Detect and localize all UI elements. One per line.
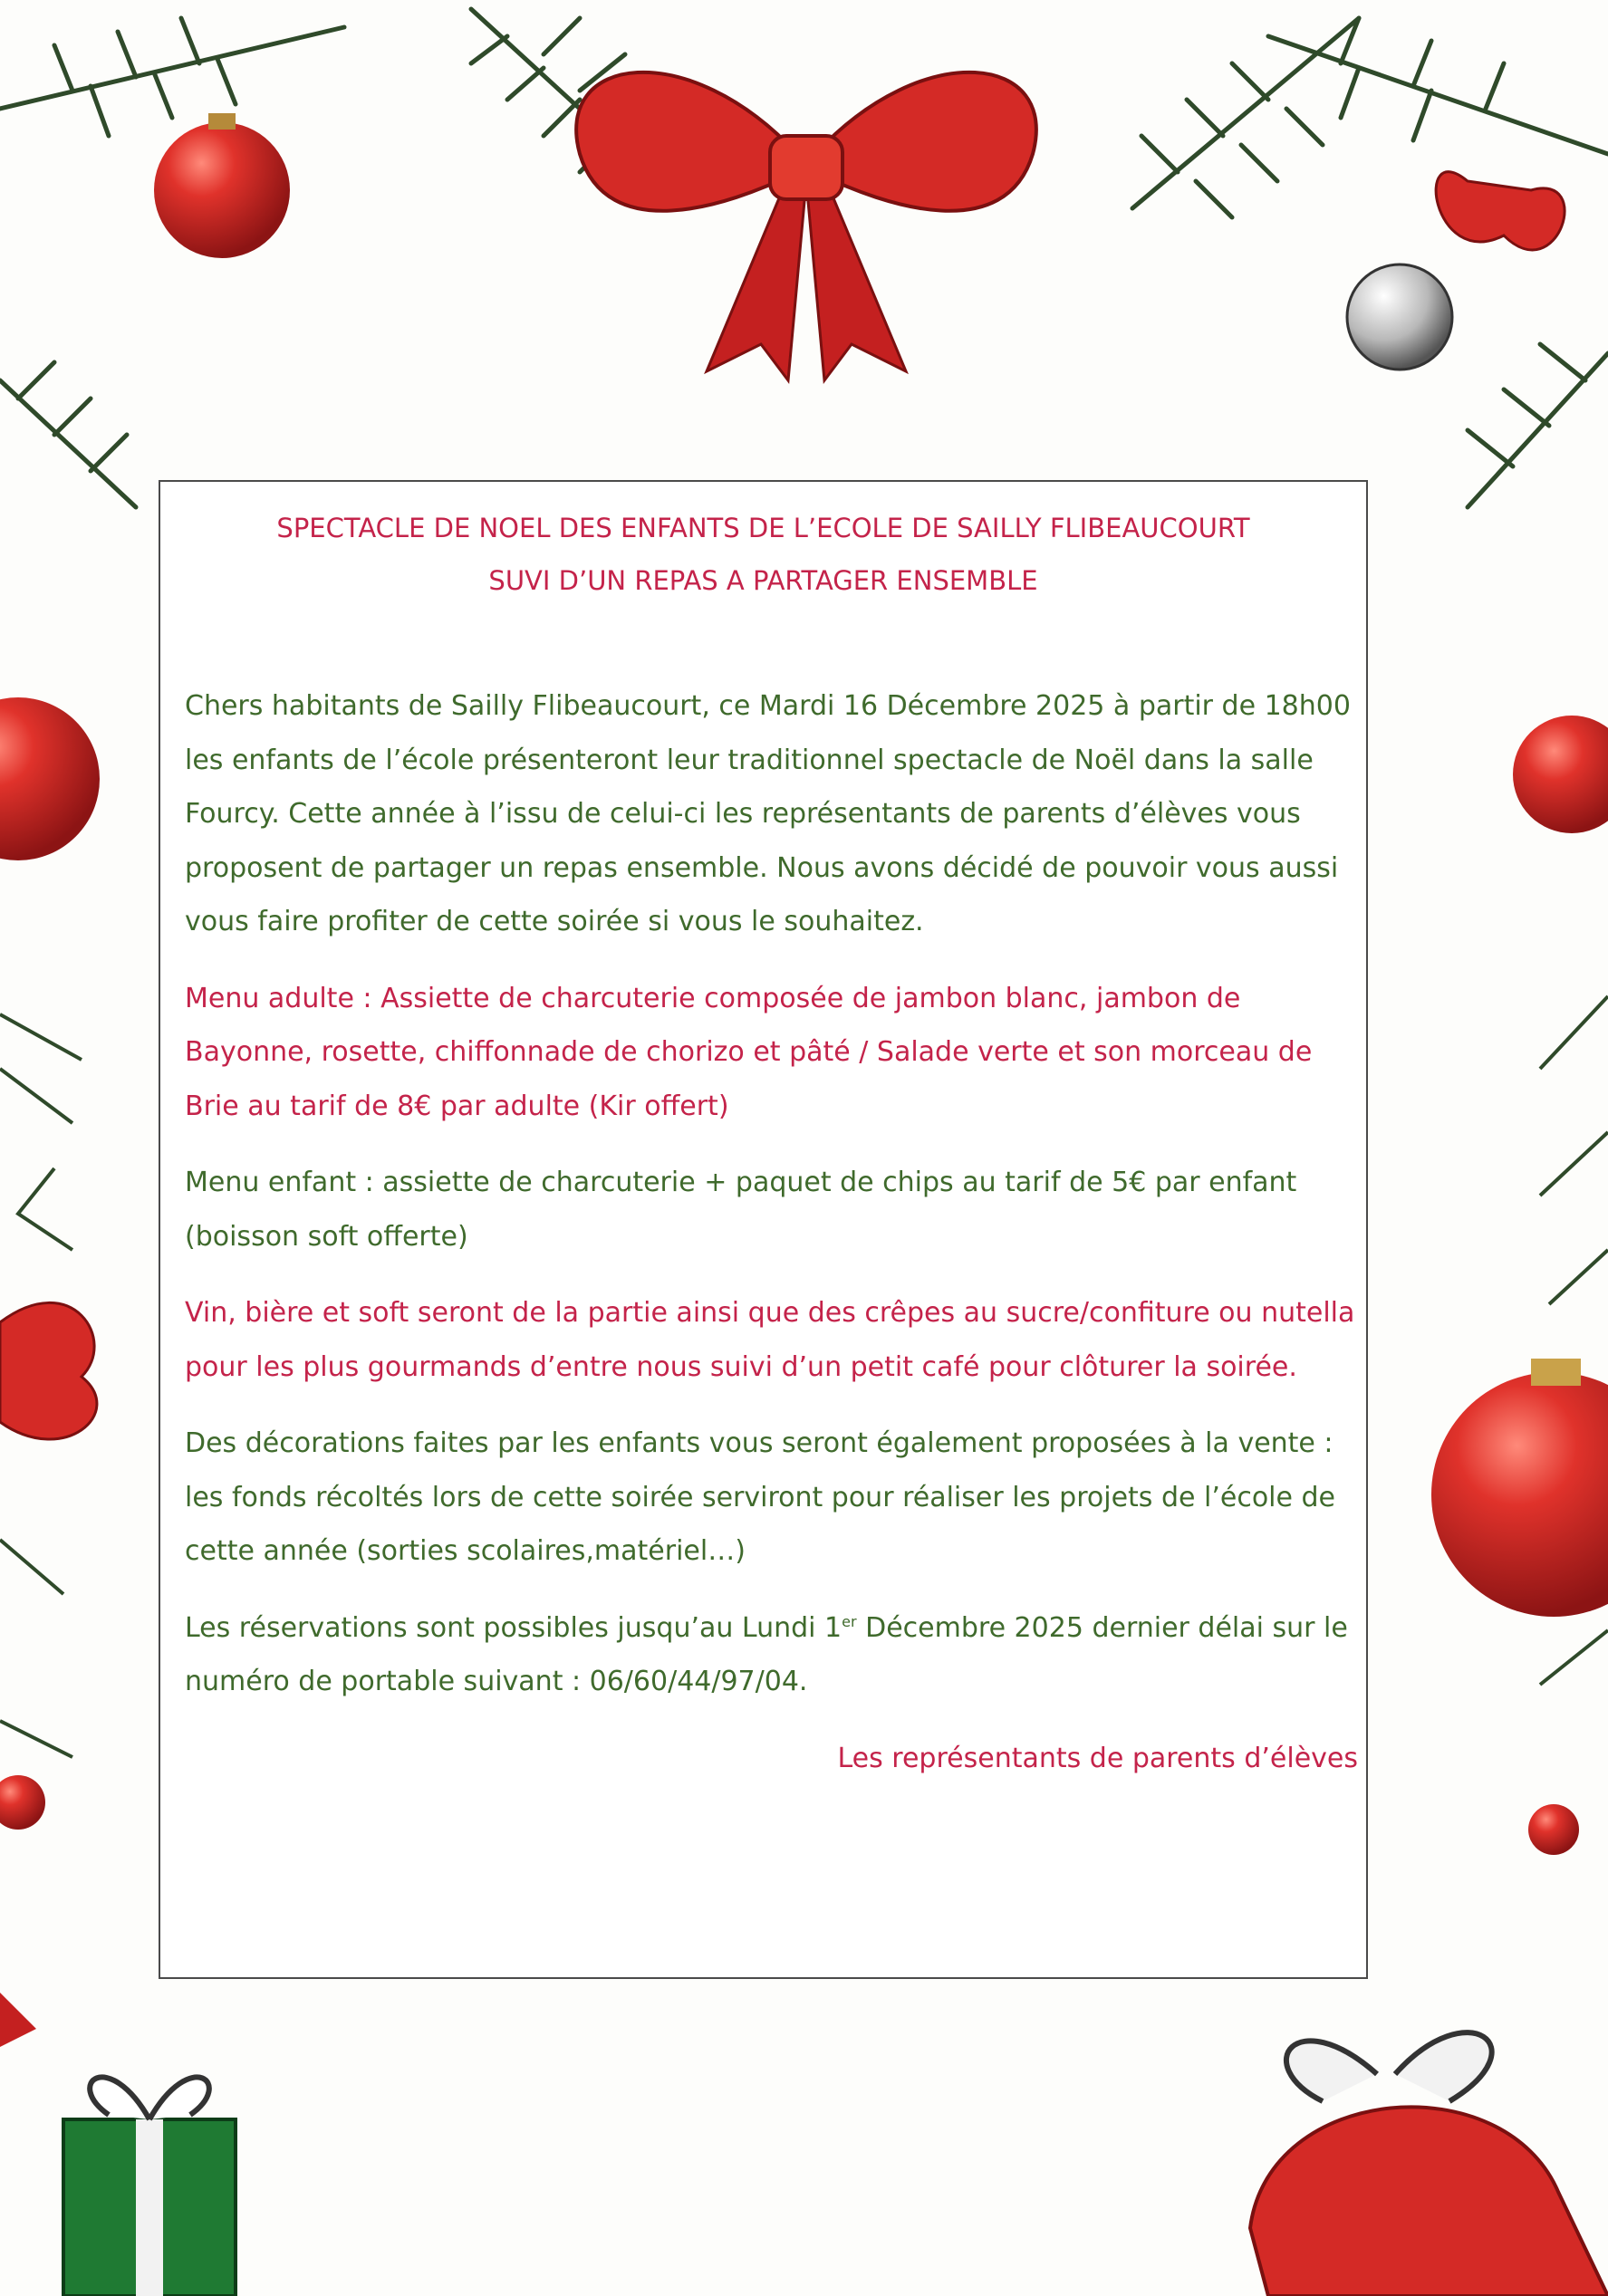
intro-paragraph: Chers habitants de Sailly Flibeaucourt, ce Mardi 16 Décembre 2025 à partir de 18h00 les enfants de l’école présenteront leur traditionnel spectacle de Noël dans la salle Fourcy. Cette année à l’issu de celui-ci les représentants de parents d’élèves vous proposent de partager un repas ensemble. Nous avons décidé de pouvoir vous aussi vous faire profiter de cette soirée si vous le souhaitez. <box>185 690 1351 937</box>
gift-box-icon <box>1250 2032 1608 2296</box>
red-bow-icon <box>576 72 1036 380</box>
reservation-text-before: Les réservations sont possibles jusqu’au Lundi 1 <box>185 1611 843 1644</box>
reservation-ordinal: er <box>842 1612 857 1630</box>
invitation-body <box>185 679 1358 1785</box>
decorations-paragraph: Des décorations faites par les enfants vous seront également proposées à la vente : les fonds récoltés lors de cette soirée serviront pour réaliser les projets de l’école de cette année (sorties scolaires,matériel…) <box>185 1427 1336 1567</box>
red-ornament-icon <box>1528 1804 1579 1855</box>
invitation-card <box>159 480 1368 1979</box>
red-ornament-icon <box>154 122 290 258</box>
signature: Les représentants de parents d’élèves <box>837 1742 1358 1774</box>
reservation-text-after: Décembre 2025 dernier délai sur le numéro de portable suivant : 06/60/44/97/04. <box>185 1611 1348 1697</box>
reservation-paragraph <box>185 1601 1358 1709</box>
red-ornament-icon <box>1431 1372 1608 1617</box>
pine-garland-top <box>0 9 1608 507</box>
page-title <box>185 502 1366 607</box>
title-line-2: SUVI D’UN REPAS A PARTAGER ENSEMBLE <box>488 565 1038 596</box>
drinks-paragraph: Vin, bière et soft seront de la partie ainsi que des crêpes au sucre/confiture ou nutella pour les plus gourmands d’entre nous suivi d’un petit café pour clôturer la soirée. <box>185 1297 1355 1383</box>
red-ornament-icon <box>0 697 100 860</box>
title-line-1: SPECTACLE DE NOEL DES ENFANTS DE L’ECOLE DE SAILLY FLIBEAUCOURT <box>276 513 1250 543</box>
red-ornament-icon <box>1513 716 1608 833</box>
star-icon <box>0 1993 36 2047</box>
gift-box-icon <box>63 2077 236 2296</box>
silver-ornament-icon <box>1347 264 1452 370</box>
adult-menu-paragraph: Menu adulte : Assiette de charcuterie composée de jambon blanc, jambon de Bayonne, rosette, chiffonnade de chorizo et pâté / Salade verte et son morceau de Brie au tarif de 8€ par adulte (Kir offert) <box>185 982 1313 1122</box>
red-ornament-icon <box>0 1775 45 1830</box>
child-menu-paragraph: Menu enfant : assiette de charcuterie + paquet de chips au tarif de 5€ par enfant (boisson soft offerte) <box>185 1167 1297 1253</box>
